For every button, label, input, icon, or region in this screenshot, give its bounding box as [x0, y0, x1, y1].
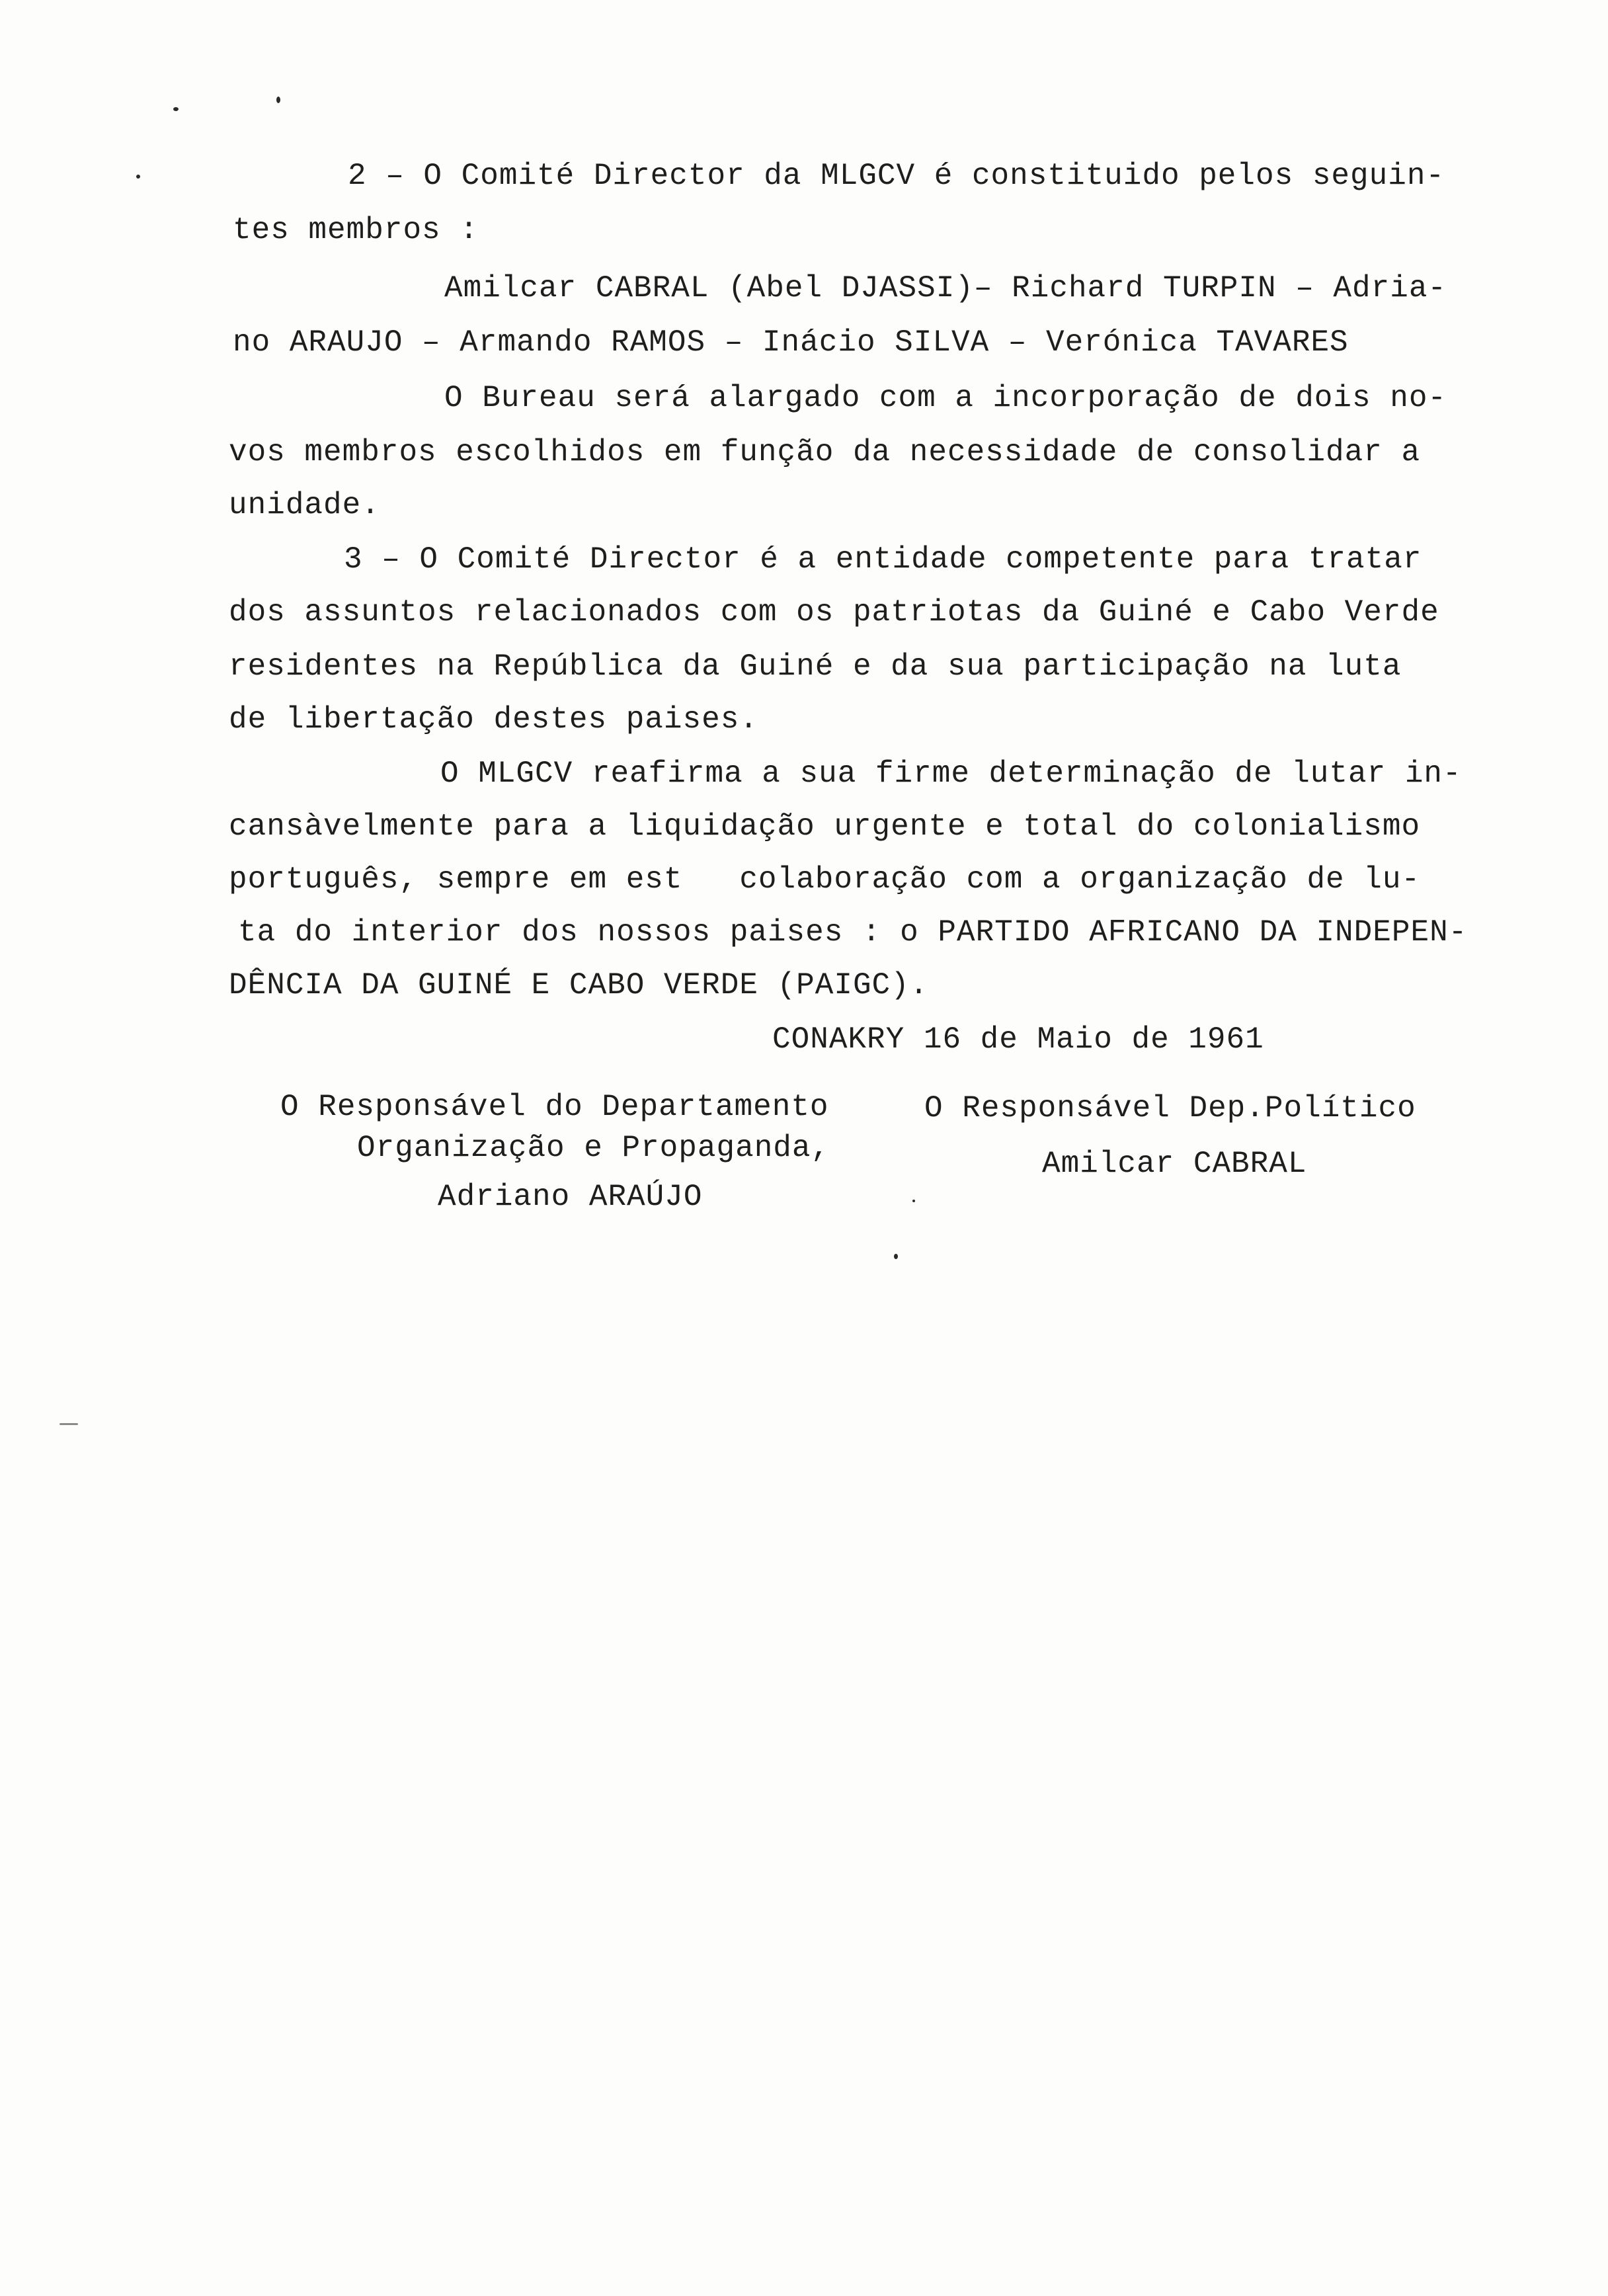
signature-right-line: Amilcar CABRAL	[1042, 1147, 1307, 1181]
scan-speck	[894, 1254, 898, 1259]
reaffirm-line: DÊNCIA DA GUINÉ E CABO VERDE (PAIGC).	[229, 968, 929, 1003]
place-date: CONAKRY 16 de Maio de 1961	[772, 1022, 1264, 1057]
scan-speck	[60, 1423, 78, 1425]
members-line: Amilcar CABRAL (Abel DJASSI)– Richard TURPIN – Adria-	[444, 271, 1447, 306]
signature-left-line: Adriano ARAÚJO	[438, 1180, 703, 1214]
reaffirm-line: O MLGCV reafirma a sua firme determinação de lutar in-	[440, 757, 1462, 791]
paragraph-3-line: dos assuntos relacionados com os patriotas da Guiné e Cabo Verde	[229, 595, 1439, 630]
paragraph-3-line: de libertação destes paises.	[229, 702, 758, 737]
scan-speck	[136, 175, 140, 179]
scan-speck	[912, 1200, 915, 1202]
reaffirm-line: ta do interior dos nossos paises : o PARTIDO AFRICANO DA INDEPEN-	[238, 915, 1468, 950]
paragraph-2-line: tes membros :	[233, 213, 479, 247]
bureau-line: vos membros escolhidos em função da necessidade de consolidar a	[229, 435, 1421, 470]
members-line: no ARAUJO – Armando RAMOS – Inácio SILVA – Verónica TAVARES	[233, 325, 1349, 360]
signature-left-line: Organização e Propaganda,	[357, 1131, 830, 1165]
bureau-line: unidade.	[229, 488, 380, 522]
reaffirm-line: cansàvelmente para a liquidação urgente e total do colonialismo	[229, 809, 1421, 844]
signature-right-line: O Responsável Dep.Político	[924, 1091, 1416, 1126]
paragraph-2-line: 2 – O Comité Director da MLGCV é constituido pelos seguin-	[348, 159, 1445, 193]
signature-left-line: O Responsável do Departamento	[280, 1090, 829, 1124]
paragraph-3-line: 3 – O Comité Director é a entidade competente para tratar	[344, 542, 1422, 577]
paragraph-3-line: residentes na República da Guiné e da sua participação na luta	[229, 649, 1402, 684]
reaffirm-line: português, sempre em est colaboração com a organização de lu-	[229, 862, 1421, 897]
scan-speck	[173, 107, 179, 111]
bureau-line: O Bureau será alargado com a incorporação de dois no-	[444, 381, 1447, 415]
scan-speck	[276, 97, 280, 103]
